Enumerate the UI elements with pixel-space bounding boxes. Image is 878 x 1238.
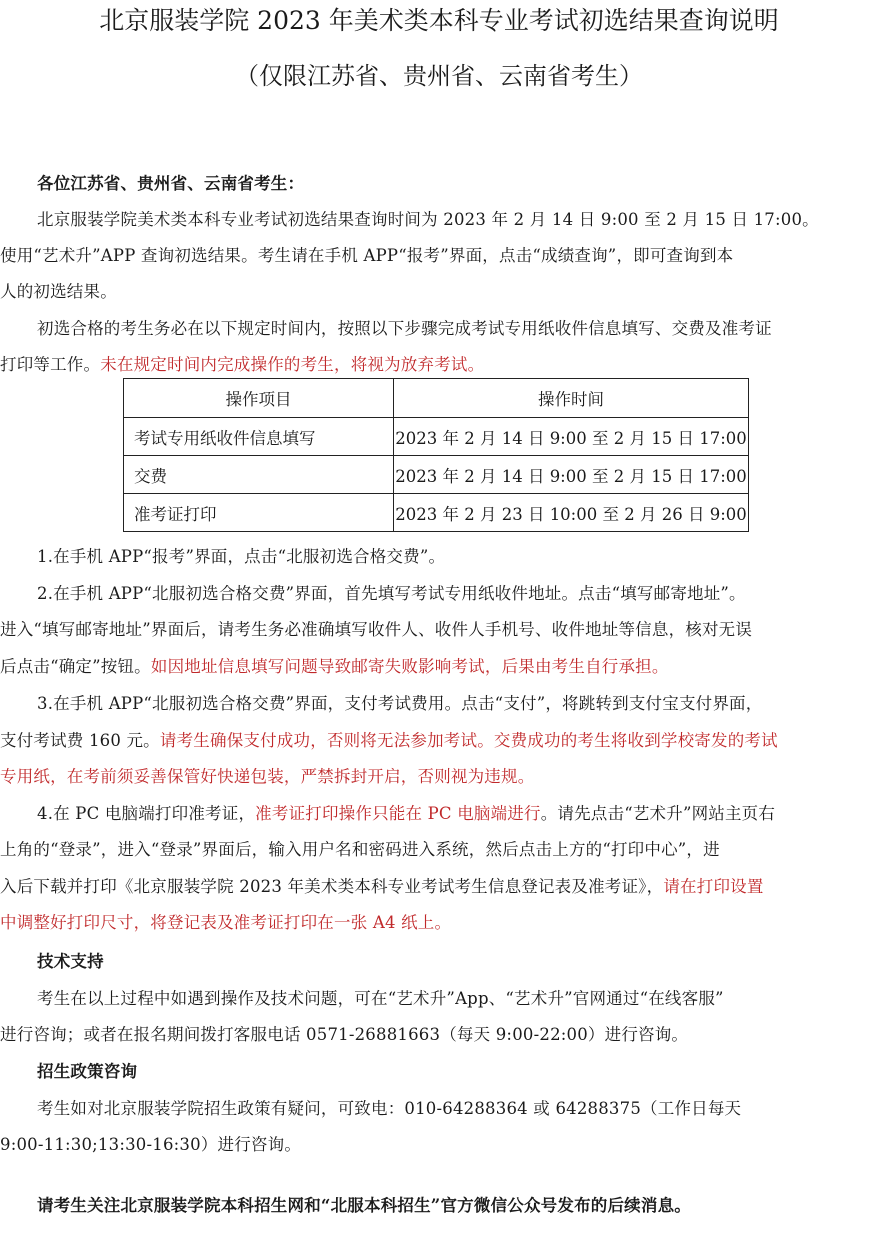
step-2-warning: 如因地址信息填写问题导致邮寄失败影响考试，后果由考生自行承担。 <box>150 657 669 676</box>
table-cell-item: 交费 <box>124 456 394 494</box>
footer-notice: 请考生关注北京服装学院本科招生网和“北服本科招生”官方微信公众号发布的后续消息。 <box>37 1196 691 1215</box>
table-row <box>124 418 749 456</box>
support-heading: 技术支持 <box>37 952 104 971</box>
step-2-line-3 <box>0 655 669 679</box>
table-row <box>124 456 749 494</box>
step-3-line-2 <box>0 729 778 753</box>
step-4-text: 4.在 PC 电脑端打印准考证， <box>37 804 256 823</box>
step-4-line-4: 中调整好打印尺寸，将登记表及准考证打印在一张 A4 纸上。 <box>0 913 452 932</box>
deadline-text: 打印等工作。 <box>0 355 101 374</box>
support-line-1: 考生在以上过程中如遇到操作及技术问题，可在“艺术升”App、“艺术升”官网通过“在线客服” <box>37 989 724 1008</box>
step-2-text: 后点击“确定”按钮。 <box>0 657 151 676</box>
intro-line-3: 人的初选结果。 <box>0 282 117 301</box>
table-cell-item: 考试专用纸收件信息填写 <box>124 418 394 456</box>
step-4-line-3 <box>0 875 764 899</box>
step-3-fee: 支付考试费 160 元。 <box>0 731 160 750</box>
table-row <box>124 494 749 532</box>
step-4-line-2: 上角的“登录”，进入“登录”界面后，输入用户名和密码进入系统，然后点击上方的“打印中心”，进 <box>0 840 720 859</box>
support-line-2: 进行咨询；或者在报名期间拨打客服电话 0571-26881663（每天 9:00-22:00）进行咨询。 <box>0 1025 689 1044</box>
step-2-line-2: 进入“填写邮寄地址”界面后，请考生务必准确填写收件人、收件人手机号、收件地址等信息，核对无误 <box>0 620 753 639</box>
intro-line-2: 使用“艺术升”APP 查询初选结果。考生请在手机 APP“报考”界面，点击“成绩查询”，即可查询到本 <box>0 246 734 265</box>
table-header-time: 操作时间 <box>394 379 749 418</box>
policy-line-1: 考生如对北京服装学院招生政策有疑问，可致电：010-64288364 或 64288375（工作日每天 <box>37 1099 742 1118</box>
deadline-line-1: 初选合格的考生务必在以下规定时间内，按照以下步骤完成考试专用纸收件信息填写、交费及准考证 <box>37 319 772 338</box>
salutation: 各位江苏省、贵州省、云南省考生： <box>37 174 305 193</box>
policy-line-2: 9:00-11:30;13:30-16:30）进行咨询。 <box>0 1135 302 1154</box>
table-header-row <box>124 379 749 418</box>
step-4-print-warning: 请在打印设置 <box>663 877 764 896</box>
step-4-line-1 <box>37 802 775 826</box>
table-cell-time: 2023 年 2 月 14 日 9:00 至 2 月 15 日 17:00 <box>394 456 749 494</box>
deadline-warning: 未在规定时间内完成操作的考生，将视为放弃考试。 <box>100 355 485 374</box>
deadline-line-2 <box>0 353 484 377</box>
step-4-warning: 准考证打印操作只能在 PC 电脑端进行 <box>255 804 541 823</box>
page-subtitle: （仅限江苏省、贵州省、云南省考生） <box>235 62 643 90</box>
step-2-line-1: 2.在手机 APP“北服初选合格交费”界面，首先填写考试专用纸收件地址。点击“填写邮寄地址”。 <box>37 584 746 603</box>
step-1: 1.在手机 APP“报考”界面，点击“北服初选合格交费”。 <box>37 547 446 566</box>
step-3-line-3: 专用纸，在考前须妥善保管好快递包装，严禁拆封开启，否则视为违规。 <box>0 767 535 786</box>
step-4-download: 入后下载并打印《北京服装学院 2023 年美术类本科专业考试考生信息登记表及准考证》， <box>0 877 664 896</box>
step-3-warning: 请考生确保支付成功，否则将无法参加考试。交费成功的考生将收到学校寄发的考试 <box>159 731 778 750</box>
table-cell-time: 2023 年 2 月 14 日 9:00 至 2 月 15 日 17:00 <box>394 418 749 456</box>
table-cell-item: 准考证打印 <box>124 494 394 532</box>
table-cell-time: 2023 年 2 月 23 日 10:00 至 2 月 26 日 9:00 <box>394 494 749 532</box>
intro-line-1: 北京服装学院美术类本科专业考试初选结果查询时间为 2023 年 2 月 14 日 9:00 至 2 月 15 日 17:00。 <box>37 210 819 229</box>
policy-heading: 招生政策咨询 <box>37 1062 138 1081</box>
schedule-table <box>123 378 749 532</box>
step-4-text-tail: 。请先点击“艺术升”网站主页右 <box>540 804 776 823</box>
table-header-item: 操作项目 <box>124 379 394 418</box>
page-title: 北京服装学院 2023 年美术类本科专业考试初选结果查询说明 <box>99 6 779 35</box>
step-3-line-1: 3.在手机 APP“北服初选合格交费”界面，支付考试费用。点击“支付”，将跳转到支付宝支付界面， <box>37 694 763 713</box>
